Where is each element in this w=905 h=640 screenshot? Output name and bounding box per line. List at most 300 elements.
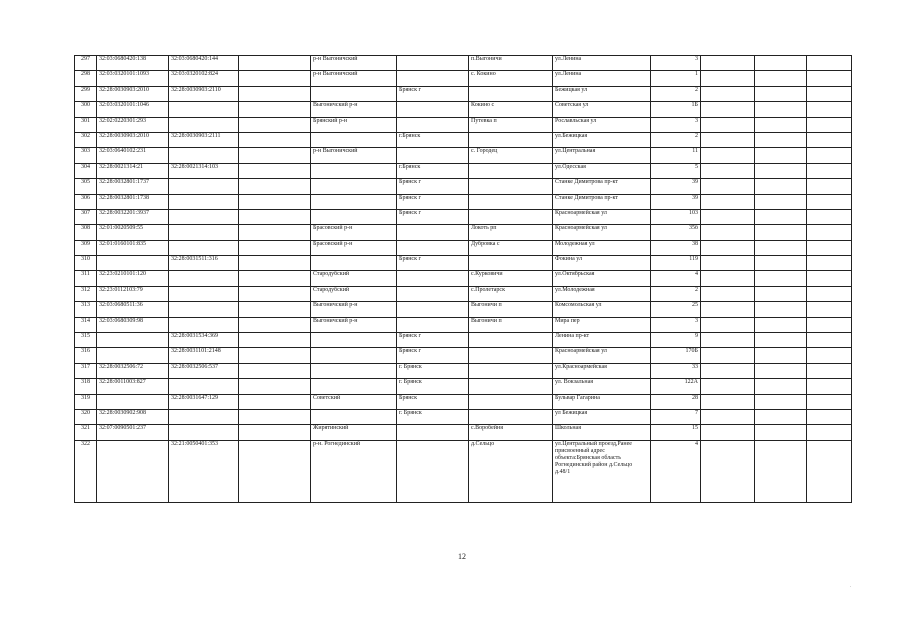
cell-district xyxy=(311,132,397,147)
cell-row-number: 311 xyxy=(75,271,97,286)
cell-column-10 xyxy=(701,317,755,332)
cell-column-11 xyxy=(755,409,807,424)
cell-street: Советская ул xyxy=(553,102,651,117)
cell-column-4 xyxy=(239,348,311,363)
table-row xyxy=(75,71,852,86)
cell-column-10 xyxy=(701,394,755,409)
cell-column-11 xyxy=(755,194,807,209)
cell-column-11 xyxy=(755,209,807,224)
cell-cadastral-number-2 xyxy=(169,425,239,440)
cell-cadastral-number xyxy=(97,333,169,348)
cell-settlement xyxy=(469,363,553,378)
cell-city: Брянск г xyxy=(397,256,469,271)
cell-street: ул Бежицкая xyxy=(553,409,651,424)
cell-settlement: Путевка п xyxy=(469,117,553,132)
cell-column-4 xyxy=(239,286,311,301)
cell-column-4 xyxy=(239,102,311,117)
table-row xyxy=(75,317,852,332)
cell-column-4 xyxy=(239,132,311,147)
cell-row-number: 316 xyxy=(75,348,97,363)
cell-column-12 xyxy=(807,317,852,332)
cell-district: р-н Выгоничский xyxy=(311,56,397,71)
cell-city: г. Брянск xyxy=(397,379,469,394)
cell-house-number: 1 xyxy=(651,71,701,86)
cell-street: Молодежная ул xyxy=(553,240,651,255)
cell-cadastral-number-2 xyxy=(169,117,239,132)
cell-cadastral-number-2 xyxy=(169,225,239,240)
cell-column-10 xyxy=(701,379,755,394)
cell-cadastral-number-2 xyxy=(169,209,239,224)
cell-column-10 xyxy=(701,256,755,271)
cell-cadastral-number-2 xyxy=(169,194,239,209)
cell-house-number: 3 xyxy=(651,117,701,132)
cell-cadastral-number: 32:02:0220301:293 xyxy=(97,117,169,132)
cell-row-number: 305 xyxy=(75,179,97,194)
cell-column-10 xyxy=(701,302,755,317)
cell-column-10 xyxy=(701,163,755,178)
cell-column-11 xyxy=(755,86,807,101)
cell-street: ул.Центральный проезд,Ранее присвоенный адрес объекта:Брянская область Рогнединский район д.Сельцо д.48/1 xyxy=(553,440,651,502)
cell-district xyxy=(311,256,397,271)
cell-cadastral-number-2 xyxy=(169,409,239,424)
cell-cadastral-number: 32:28:0032201:3937 xyxy=(97,209,169,224)
corner-mark: . xyxy=(850,584,852,589)
cell-district: р-н Выгоничский xyxy=(311,148,397,163)
cell-column-12 xyxy=(807,256,852,271)
cell-column-12 xyxy=(807,117,852,132)
cell-row-number: 297 xyxy=(75,56,97,71)
cell-column-10 xyxy=(701,271,755,286)
cell-column-11 xyxy=(755,440,807,502)
cell-cadastral-number: 32:28:0032801:1738 xyxy=(97,194,169,209)
cell-cadastral-number-2 xyxy=(169,302,239,317)
cell-cadastral-number-2: 32:28:0021314:103 xyxy=(169,163,239,178)
cell-settlement xyxy=(469,409,553,424)
cell-row-number: 310 xyxy=(75,256,97,271)
cell-house-number: 35б xyxy=(651,225,701,240)
cell-city: Брянск г xyxy=(397,194,469,209)
cell-column-11 xyxy=(755,333,807,348)
cell-house-number: 2 xyxy=(651,132,701,147)
cell-row-number: 309 xyxy=(75,240,97,255)
cell-column-10 xyxy=(701,333,755,348)
cell-cadastral-number-2: 32:28:0030903:2111 xyxy=(169,132,239,147)
cell-cadastral-number xyxy=(97,256,169,271)
cell-city xyxy=(397,317,469,332)
cell-column-11 xyxy=(755,379,807,394)
cell-house-number: 9 xyxy=(651,333,701,348)
cell-cadastral-number: 32:28:0032506:72 xyxy=(97,363,169,378)
cell-cadastral-number: 32:07:0090501:237 xyxy=(97,425,169,440)
table-row xyxy=(75,348,852,363)
cell-settlement: п.Выгоничи xyxy=(469,56,553,71)
table-row xyxy=(75,209,852,224)
cell-settlement xyxy=(469,194,553,209)
cell-settlement xyxy=(469,132,553,147)
cell-cadastral-number: 32:03:0640102:231 xyxy=(97,148,169,163)
cell-house-number: 3 xyxy=(651,56,701,71)
table-row xyxy=(75,163,852,178)
cell-column-12 xyxy=(807,240,852,255)
cell-column-11 xyxy=(755,271,807,286)
cell-column-11 xyxy=(755,240,807,255)
cell-column-4 xyxy=(239,317,311,332)
cell-district: Жирятинский xyxy=(311,425,397,440)
cell-district: Выгоничский р-н xyxy=(311,102,397,117)
cell-street: Красноармейская ул xyxy=(553,348,651,363)
cell-house-number: 7 xyxy=(651,409,701,424)
cell-street: Рославльская ул xyxy=(553,117,651,132)
cell-column-10 xyxy=(701,286,755,301)
cell-settlement xyxy=(469,348,553,363)
cell-cadastral-number-2: 32:03:0680420:144 xyxy=(169,56,239,71)
cell-house-number: 25 xyxy=(651,302,701,317)
cell-column-12 xyxy=(807,163,852,178)
cell-street: Ленина пр-кт xyxy=(553,333,651,348)
table-row xyxy=(75,379,852,394)
cell-city xyxy=(397,425,469,440)
cell-house-number: 2 xyxy=(651,286,701,301)
cell-cadastral-number-2: 32:28:0031101:2148 xyxy=(169,348,239,363)
cell-settlement: с. Кокино xyxy=(469,71,553,86)
cell-column-12 xyxy=(807,425,852,440)
cell-row-number: 307 xyxy=(75,209,97,224)
cell-city xyxy=(397,117,469,132)
cell-house-number: 39 xyxy=(651,194,701,209)
table-row xyxy=(75,271,852,286)
table-row xyxy=(75,225,852,240)
cell-settlement xyxy=(469,209,553,224)
cell-cadastral-number-2: 32:21:0050401:353 xyxy=(169,440,239,502)
cell-city xyxy=(397,71,469,86)
cell-street: ул.Центральная xyxy=(553,148,651,163)
cell-column-4 xyxy=(239,363,311,378)
cell-column-12 xyxy=(807,302,852,317)
cell-column-4 xyxy=(239,302,311,317)
cell-column-10 xyxy=(701,225,755,240)
cell-cadastral-number-2 xyxy=(169,148,239,163)
cell-column-4 xyxy=(239,86,311,101)
cell-column-12 xyxy=(807,194,852,209)
cell-street: ул.Одесская xyxy=(553,163,651,178)
cell-column-12 xyxy=(807,409,852,424)
cell-column-11 xyxy=(755,132,807,147)
cell-house-number: 4 xyxy=(651,271,701,286)
cell-street: Фокина ул xyxy=(553,256,651,271)
cell-house-number: 11 xyxy=(651,148,701,163)
cell-column-4 xyxy=(239,56,311,71)
cell-cadastral-number: 32:03:0680309:98 xyxy=(97,317,169,332)
cell-column-12 xyxy=(807,132,852,147)
cell-street: Школьная xyxy=(553,425,651,440)
cell-column-10 xyxy=(701,179,755,194)
cell-settlement: с.Пролетарск xyxy=(469,286,553,301)
cell-column-11 xyxy=(755,163,807,178)
cell-cadastral-number-2: 32:28:0030903:2110 xyxy=(169,86,239,101)
cell-cadastral-number-2: 32:28:0031534:369 xyxy=(169,333,239,348)
cell-column-12 xyxy=(807,148,852,163)
cell-city: Брянск г xyxy=(397,333,469,348)
cell-column-11 xyxy=(755,71,807,86)
cell-row-number: 315 xyxy=(75,333,97,348)
cell-city: г.Брянск xyxy=(397,132,469,147)
cell-column-4 xyxy=(239,71,311,86)
cell-column-12 xyxy=(807,225,852,240)
cell-column-10 xyxy=(701,363,755,378)
cell-column-4 xyxy=(239,117,311,132)
cell-street: ул. Вокзальная xyxy=(553,379,651,394)
page-number: 12 xyxy=(458,552,466,561)
cell-column-4 xyxy=(239,225,311,240)
cell-district xyxy=(311,179,397,194)
cell-column-12 xyxy=(807,179,852,194)
cell-cadastral-number-2 xyxy=(169,286,239,301)
cell-row-number: 319 xyxy=(75,394,97,409)
table-row xyxy=(75,86,852,101)
cell-street: Бежицкая ул xyxy=(553,86,651,101)
cell-column-11 xyxy=(755,225,807,240)
cell-cadastral-number-2: 32:28:0031647:129 xyxy=(169,394,239,409)
cell-street: Комсомольская ул xyxy=(553,302,651,317)
table-row xyxy=(75,56,852,71)
cell-cadastral-number: 32:28:0030903:2010 xyxy=(97,86,169,101)
cell-row-number: 306 xyxy=(75,194,97,209)
cell-city: г.Брянск xyxy=(397,163,469,178)
cell-column-10 xyxy=(701,86,755,101)
cell-column-11 xyxy=(755,394,807,409)
cell-column-11 xyxy=(755,317,807,332)
cell-district: р-н. Рогнединский xyxy=(311,440,397,502)
cell-column-12 xyxy=(807,440,852,502)
cell-house-number: 28 xyxy=(651,394,701,409)
cell-district xyxy=(311,348,397,363)
cell-cadastral-number: 32:28:0021314:21 xyxy=(97,163,169,178)
cell-column-10 xyxy=(701,348,755,363)
table-row xyxy=(75,132,852,147)
cell-city: Брянск г xyxy=(397,179,469,194)
cell-district xyxy=(311,86,397,101)
cell-house-number: 3 xyxy=(651,317,701,332)
cell-district: Брасовский р-н xyxy=(311,240,397,255)
cell-district: Стародубский xyxy=(311,286,397,301)
cell-column-12 xyxy=(807,271,852,286)
cell-column-11 xyxy=(755,102,807,117)
cell-city xyxy=(397,271,469,286)
cell-street: ул.Ленина xyxy=(553,56,651,71)
cell-cadastral-number-2: 32:03:0320102:824 xyxy=(169,71,239,86)
cell-street: Станке Димитрова пр-кт xyxy=(553,194,651,209)
cell-row-number: 301 xyxy=(75,117,97,132)
cell-city: Брянск xyxy=(397,394,469,409)
table-row xyxy=(75,179,852,194)
cell-column-12 xyxy=(807,333,852,348)
cell-settlement: Локоть рп xyxy=(469,225,553,240)
cell-street: ул.Ленина xyxy=(553,71,651,86)
cell-city: Брянск г xyxy=(397,86,469,101)
cell-cadastral-number-2 xyxy=(169,271,239,286)
cell-column-4 xyxy=(239,194,311,209)
cell-district: Советский xyxy=(311,394,397,409)
cell-house-number: 38 xyxy=(651,240,701,255)
cell-cadastral-number-2: 32:28:0031511:316 xyxy=(169,256,239,271)
cell-city: Брянск г xyxy=(397,348,469,363)
cell-column-4 xyxy=(239,409,311,424)
cell-column-10 xyxy=(701,71,755,86)
cell-column-11 xyxy=(755,56,807,71)
cell-house-number: 2 xyxy=(651,86,701,101)
cell-district xyxy=(311,194,397,209)
cell-row-number: 314 xyxy=(75,317,97,332)
table-row xyxy=(75,117,852,132)
cell-row-number: 322 xyxy=(75,440,97,502)
cell-cadastral-number xyxy=(97,394,169,409)
cell-district xyxy=(311,379,397,394)
table-row xyxy=(75,394,852,409)
cell-column-11 xyxy=(755,363,807,378)
cell-house-number: 119 xyxy=(651,256,701,271)
cell-column-4 xyxy=(239,379,311,394)
cell-row-number: 308 xyxy=(75,225,97,240)
cell-street: Станке Димитрова пр-кт xyxy=(553,179,651,194)
cell-column-10 xyxy=(701,132,755,147)
cell-cadastral-number: 32:28:0011003:827 xyxy=(97,379,169,394)
cell-district xyxy=(311,409,397,424)
cell-settlement: д.Сельцо xyxy=(469,440,553,502)
cell-row-number: 304 xyxy=(75,163,97,178)
cell-city: Брянск г xyxy=(397,209,469,224)
cell-column-11 xyxy=(755,286,807,301)
cell-column-12 xyxy=(807,86,852,101)
cell-column-10 xyxy=(701,409,755,424)
cell-column-11 xyxy=(755,256,807,271)
cell-cadastral-number xyxy=(97,440,169,502)
cell-column-10 xyxy=(701,440,755,502)
cell-street: ул.Красноармейская xyxy=(553,363,651,378)
cell-row-number: 303 xyxy=(75,148,97,163)
cell-row-number: 299 xyxy=(75,86,97,101)
cell-street: Мира пер xyxy=(553,317,651,332)
table-row xyxy=(75,102,852,117)
cell-column-4 xyxy=(239,179,311,194)
cell-city: г. Брянск xyxy=(397,409,469,424)
cell-cadastral-number-2 xyxy=(169,317,239,332)
cell-settlement: с.Воробейня xyxy=(469,425,553,440)
cell-street: Бульвар Гагарина xyxy=(553,394,651,409)
cell-cadastral-number: 32:01:0020509:55 xyxy=(97,225,169,240)
cell-settlement xyxy=(469,333,553,348)
cell-column-4 xyxy=(239,394,311,409)
cell-city xyxy=(397,302,469,317)
cell-district: Брасовский р-н xyxy=(311,225,397,240)
cell-column-12 xyxy=(807,394,852,409)
cell-row-number: 300 xyxy=(75,102,97,117)
cell-cadastral-number-2 xyxy=(169,379,239,394)
table-row xyxy=(75,409,852,424)
cell-street: ул.Бежицкая xyxy=(553,132,651,147)
cell-city xyxy=(397,225,469,240)
cell-row-number: 321 xyxy=(75,425,97,440)
cell-house-number: 39 xyxy=(651,179,701,194)
cell-street: Красноармейская ул xyxy=(553,209,651,224)
cell-column-4 xyxy=(239,425,311,440)
cell-column-11 xyxy=(755,302,807,317)
cell-column-12 xyxy=(807,363,852,378)
cell-settlement xyxy=(469,379,553,394)
cell-row-number: 320 xyxy=(75,409,97,424)
cell-column-11 xyxy=(755,148,807,163)
table-row xyxy=(75,425,852,440)
cell-settlement: с.Курковичи xyxy=(469,271,553,286)
table-row xyxy=(75,363,852,378)
cell-column-12 xyxy=(807,286,852,301)
table-row xyxy=(75,302,852,317)
cell-column-12 xyxy=(807,71,852,86)
cell-column-4 xyxy=(239,271,311,286)
cell-settlement xyxy=(469,179,553,194)
table-row xyxy=(75,333,852,348)
cell-column-4 xyxy=(239,440,311,502)
cell-column-10 xyxy=(701,425,755,440)
cell-settlement: с. Городец xyxy=(469,148,553,163)
cell-column-10 xyxy=(701,240,755,255)
cell-district: Брянский р-н xyxy=(311,117,397,132)
cell-column-10 xyxy=(701,56,755,71)
cell-row-number: 318 xyxy=(75,379,97,394)
cell-column-4 xyxy=(239,163,311,178)
cell-house-number: 5 xyxy=(651,163,701,178)
cell-district xyxy=(311,363,397,378)
cell-column-4 xyxy=(239,209,311,224)
cell-district xyxy=(311,333,397,348)
cell-column-10 xyxy=(701,148,755,163)
cell-house-number: 1Б xyxy=(651,102,701,117)
cell-street: ул.Октябрьская xyxy=(553,271,651,286)
cell-row-number: 298 xyxy=(75,71,97,86)
cell-house-number: 170Б xyxy=(651,348,701,363)
cell-city xyxy=(397,240,469,255)
cell-settlement xyxy=(469,86,553,101)
cell-cadastral-number-2 xyxy=(169,240,239,255)
cell-district xyxy=(311,209,397,224)
cell-cadastral-number: 32:03:0680511:36 xyxy=(97,302,169,317)
cell-row-number: 302 xyxy=(75,132,97,147)
cell-column-4 xyxy=(239,256,311,271)
cell-cadastral-number: 32:03:0320101:1093 xyxy=(97,71,169,86)
cell-house-number: 4 xyxy=(651,440,701,502)
cell-column-11 xyxy=(755,425,807,440)
cell-column-4 xyxy=(239,148,311,163)
table-row xyxy=(75,240,852,255)
cell-city xyxy=(397,56,469,71)
cell-cadastral-number: 32:01:0160101:835 xyxy=(97,240,169,255)
cell-settlement xyxy=(469,394,553,409)
cell-column-11 xyxy=(755,117,807,132)
cell-column-10 xyxy=(701,102,755,117)
cell-house-number: 15 xyxy=(651,425,701,440)
cell-row-number: 313 xyxy=(75,302,97,317)
cell-house-number: 33 xyxy=(651,363,701,378)
cell-cadastral-number-2 xyxy=(169,179,239,194)
cell-district: Стародубский xyxy=(311,271,397,286)
cell-row-number: 312 xyxy=(75,286,97,301)
cell-column-12 xyxy=(807,379,852,394)
cell-cadastral-number: 32:03:0680420:138 xyxy=(97,56,169,71)
cell-column-11 xyxy=(755,179,807,194)
cell-street: Красноармейская ул xyxy=(553,225,651,240)
cell-column-11 xyxy=(755,348,807,363)
cell-house-number: 122А xyxy=(651,379,701,394)
cell-cadastral-number: 32:03:0320101:1046 xyxy=(97,102,169,117)
